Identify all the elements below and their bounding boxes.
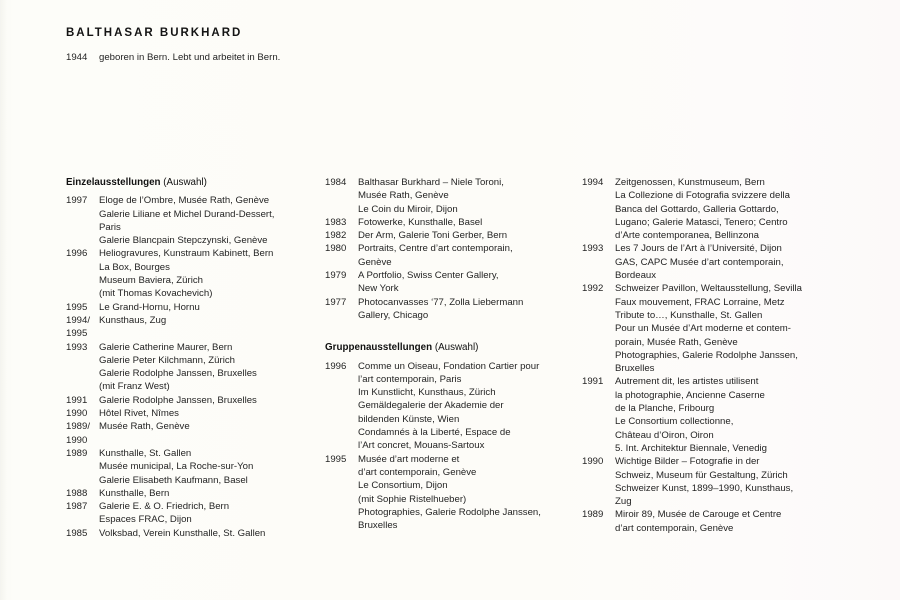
exhibition-entry xyxy=(66,394,306,407)
exhibition-entry-line: Genève xyxy=(358,256,392,268)
exhibition-entry-line: La Collezione di Fotografia svizzere della xyxy=(615,190,790,202)
exhibition-entry-line: A Portfolio, Swiss Center Gallery, xyxy=(358,270,499,282)
exhibition-entry-line: (mit Sophie Ristelhueber) xyxy=(358,493,467,505)
exhibition-entry xyxy=(325,176,565,216)
exhibition-entry-line: Le Consortium collectionne, xyxy=(615,416,734,428)
exhibition-entry-line: bildenden Künste, Wien xyxy=(358,413,460,425)
exhibition-entry-body xyxy=(615,375,850,455)
exhibition-entry xyxy=(582,455,850,508)
exhibition-entry-line: New York xyxy=(358,283,399,295)
exhibition-entry-year: 1979 xyxy=(325,270,347,282)
exhibition-entry-line: d’art contemporain, Genève xyxy=(358,466,477,478)
exhibition-entry-line: Heliogravures, Kunstraum Kabinett, Bern xyxy=(99,248,274,260)
exhibition-entry-line: Le Consortium, Dijon xyxy=(358,480,448,492)
exhibition-entry xyxy=(66,447,306,487)
exhibition-entry xyxy=(582,508,850,535)
exhibition-entry-year: 1997 xyxy=(66,195,88,207)
exhibition-entry-line: Schweiz, Museum für Gestaltung, Zürich xyxy=(615,469,788,481)
exhibition-entry xyxy=(325,216,565,229)
exhibition-entry-line: Autrement dit, les artistes utilisent xyxy=(615,376,759,388)
exhibition-entry xyxy=(66,301,306,314)
exhibition-entry xyxy=(582,282,850,375)
exhibition-entry-year: 1991 xyxy=(66,394,88,406)
exhibition-entry-line: Portraits, Centre d’art contemporain, xyxy=(358,243,513,255)
exhibition-entry-line: Fotowerke, Kunsthalle, Basel xyxy=(358,216,483,228)
exhibition-entry xyxy=(325,296,565,323)
section-heading-group-qualifier: (Auswahl) xyxy=(434,342,479,354)
column-3 xyxy=(582,176,850,535)
exhibition-entry xyxy=(325,229,565,242)
exhibition-entry-line: de la Planche, Fribourg xyxy=(615,403,715,415)
exhibition-entry-year: 1988 xyxy=(66,487,88,499)
group-exhibition-list xyxy=(325,360,565,533)
exhibition-entry-body xyxy=(99,420,306,433)
column-1 xyxy=(66,176,306,540)
biography-year: 1944 xyxy=(66,52,88,63)
exhibition-entry-line: Photographies, Galerie Rodolphe Janssen, xyxy=(615,349,798,361)
exhibition-entry-line: Im Kunstlicht, Kunsthaus, Zürich xyxy=(358,387,496,399)
exhibition-entry-year: 1994 xyxy=(582,177,604,188)
exhibition-entry-line: Eloge de l’Ombre, Musée Rath, Genève xyxy=(99,195,270,207)
exhibition-entry-body xyxy=(99,394,306,407)
exhibition-entry-line: (mit Thomas Kovachevich) xyxy=(99,288,213,300)
exhibition-entry-line: Pour un Musée d’Art moderne et contem- xyxy=(615,323,791,335)
exhibition-entry-line: Galerie Elisabeth Kaufmann, Basel xyxy=(99,474,248,486)
exhibition-entry-line: Le Coin du Miroir, Dijon xyxy=(358,203,458,215)
exhibition-entry-year: 1977 xyxy=(325,296,347,308)
exhibition-entry-line: Faux mouvement, FRAC Lorraine, Metz xyxy=(615,296,785,308)
section-heading-solo-qualifier: (Auswahl) xyxy=(163,177,207,188)
exhibition-entry-year: 1995 xyxy=(325,453,347,465)
exhibition-entry-body xyxy=(99,247,306,300)
exhibition-entry xyxy=(66,407,306,420)
exhibition-entry-line: Galerie Blancpain Stepczynski, Genève xyxy=(99,235,268,247)
exhibition-entry-body xyxy=(99,407,306,420)
exhibition-entry-line: Galerie Catherine Maurer, Bern xyxy=(99,341,233,353)
exhibition-entry xyxy=(325,453,565,533)
exhibition-entry-year: 1995 xyxy=(66,328,88,340)
exhibition-entry-line: Kunsthaus, Zug xyxy=(99,314,167,326)
exhibition-entry-line: Wichtige Bilder – Fotografie in der xyxy=(615,456,760,468)
exhibition-entry-body xyxy=(615,282,850,375)
exhibition-entry-body xyxy=(99,327,306,340)
exhibition-entry-line: Galerie Peter Kilchmann, Zürich xyxy=(99,354,235,366)
biography-text: geboren in Bern. Lebt und arbeitet in Bern. xyxy=(99,52,281,63)
exhibition-entry-year: 1983 xyxy=(325,216,347,228)
solo-exhibition-list-continued xyxy=(325,176,565,322)
exhibition-entry-line: Der Arm, Galerie Toni Gerber, Bern xyxy=(358,230,508,242)
exhibition-entry xyxy=(66,341,306,394)
exhibition-entry-body xyxy=(358,360,565,453)
exhibition-entry-year: 1995 xyxy=(66,301,88,313)
exhibition-entry-body xyxy=(358,229,565,242)
exhibition-entry-line: Château d’Oiron, Oiron xyxy=(615,429,714,441)
exhibition-entry-line: Miroir 89, Musée de Carouge et Centre xyxy=(615,509,782,521)
exhibition-entry-line: Kunsthalle, St. Gallen xyxy=(99,447,192,459)
exhibition-entry-year: 1980 xyxy=(325,243,347,255)
exhibition-entry-line: Galerie Rodolphe Janssen, Bruxelles xyxy=(99,368,257,380)
exhibition-entry-body xyxy=(615,455,850,508)
exhibition-entry xyxy=(325,269,565,296)
exhibition-entry-line: Espaces FRAC, Dijon xyxy=(99,514,192,526)
column-2 xyxy=(325,176,565,532)
page-title: BALTHASAR BURKHARD xyxy=(66,27,243,39)
exhibition-entry-line: Kunsthalle, Bern xyxy=(99,487,170,499)
exhibition-entry-line: Les 7 Jours de l’Art à l’Université, Dijon xyxy=(615,243,782,255)
masthead xyxy=(66,26,766,64)
exhibition-entry-line: Volksbad, Verein Kunsthalle, St. Gallen xyxy=(99,527,266,539)
exhibition-entry-line: d’art contemporain, Genève xyxy=(615,522,734,534)
exhibition-entry-line: Zeitgenossen, Kunstmuseum, Bern xyxy=(615,177,765,188)
exhibition-entry-year: 1992 xyxy=(582,283,604,295)
exhibition-entry xyxy=(582,375,850,455)
exhibition-entry-line xyxy=(99,434,306,447)
exhibition-entry-line: Tribute to…, Kunsthalle, St. Gallen xyxy=(615,309,763,321)
exhibition-entry-year: 1982 xyxy=(325,230,347,242)
section-heading-solo-title: Einzelausstellungen xyxy=(66,177,161,188)
exhibition-entry-year: 1989 xyxy=(66,447,88,459)
exhibition-entry xyxy=(325,360,565,453)
exhibition-entry-body xyxy=(99,500,306,527)
group-exhibition-list-continued xyxy=(582,176,850,535)
exhibition-entry-line: Lugano; Galerie Matasci, Tenero; Centro xyxy=(615,216,788,228)
exhibition-entry-line: Galerie E. & O. Friedrich, Bern xyxy=(99,501,230,513)
exhibition-entry xyxy=(66,194,306,247)
exhibition-entry xyxy=(66,247,306,300)
exhibition-entry-body xyxy=(358,269,565,296)
exhibition-entry-body xyxy=(99,487,306,500)
exhibition-entry-line xyxy=(99,327,306,340)
exhibition-entry xyxy=(66,500,306,527)
exhibition-entry-body xyxy=(615,176,850,242)
exhibition-entry-year: 1991 xyxy=(582,376,604,388)
exhibition-entry-line: la photographie, Ancienne Caserne xyxy=(615,389,765,401)
exhibition-entry-line: Musée Rath, Genève xyxy=(99,421,190,433)
exhibition-entry-body xyxy=(358,242,565,269)
exhibition-entry-line: Bruxelles xyxy=(615,363,655,375)
exhibition-entry-body xyxy=(615,242,850,282)
exhibition-entry-line: porain, Musée Rath, Genève xyxy=(615,336,738,348)
exhibition-entry-line: l’Art concret, Mouans-Sartoux xyxy=(358,440,485,452)
exhibition-entry xyxy=(66,327,306,340)
exhibition-entry-line: Bruxelles xyxy=(358,520,398,532)
exhibition-entry-line: Comme un Oiseau, Fondation Cartier pour xyxy=(358,360,540,372)
exhibition-entry-body xyxy=(358,296,565,323)
exhibition-entry-body xyxy=(99,527,306,540)
exhibition-entry-line: Musée d’art moderne et xyxy=(358,453,460,465)
exhibition-entry-line: Zug xyxy=(615,496,632,508)
exhibition-entry-year: 1994/ xyxy=(66,314,91,326)
exhibition-entry-body xyxy=(99,447,306,487)
exhibition-entry-line: Gallery, Chicago xyxy=(358,309,429,321)
exhibition-entry-line: Musée municipal, La Roche-sur-Yon xyxy=(99,461,254,473)
exhibition-entry xyxy=(325,242,565,269)
section-heading-solo xyxy=(66,176,306,189)
exhibition-entry-year: 1989/ xyxy=(66,421,91,433)
exhibition-entry-line: Hôtel Rivet, Nîmes xyxy=(99,408,179,420)
exhibition-entry-year: 1990 xyxy=(66,434,88,446)
exhibition-entry xyxy=(66,314,306,327)
exhibition-entry-body xyxy=(358,176,565,216)
exhibition-entry-body xyxy=(615,508,850,535)
exhibition-entry-body xyxy=(358,453,565,533)
exhibition-entry-year: 1993 xyxy=(582,243,604,255)
exhibition-entry-year: 1996 xyxy=(325,360,347,372)
exhibition-entry xyxy=(66,487,306,500)
exhibition-entry-line: Schweizer Pavillon, Weltausstellung, Sevilla xyxy=(615,283,802,295)
exhibition-entry-body xyxy=(99,301,306,314)
exhibition-entry xyxy=(66,420,306,433)
exhibition-entry xyxy=(582,242,850,282)
exhibition-entry-line: l’art contemporain, Paris xyxy=(358,373,462,385)
exhibition-entry-line: GAS, CAPC Musée d’art contemporain, xyxy=(615,256,784,268)
exhibition-entry-line: 5. Int. Architektur Biennale, Venedig xyxy=(615,442,768,454)
exhibition-entry-line: Photographies, Galerie Rodolphe Janssen, xyxy=(358,506,541,518)
exhibition-entry-line: Paris xyxy=(99,221,121,233)
exhibition-entry-line: Galerie Liliane et Michel Durand-Dessert, xyxy=(99,208,275,220)
exhibition-entry xyxy=(66,527,306,540)
exhibition-entry-line: Photocanvasses ‘77, Zolla Liebermann xyxy=(358,296,524,308)
exhibition-entry-body xyxy=(358,216,565,229)
exhibition-entry-line: Galerie Rodolphe Janssen, Bruxelles xyxy=(99,394,257,406)
exhibition-entry xyxy=(582,176,850,242)
exhibition-entry-line: d’Arte contemporanea, Bellinzona xyxy=(615,230,759,242)
exhibition-entry-body xyxy=(99,314,306,327)
exhibition-entry-year: 1993 xyxy=(66,341,88,353)
exhibition-entry-year: 1985 xyxy=(66,527,88,539)
exhibition-entry-line: Condamnés à la Liberté, Espace de xyxy=(358,427,511,439)
exhibition-entry-line: Bordeaux xyxy=(615,270,657,282)
exhibition-entry-line: (mit Franz West) xyxy=(99,381,170,393)
exhibition-entry-line: Gemäldegalerie der Akademie der xyxy=(358,400,504,412)
section-heading-group-title: Gruppenausstellungen xyxy=(325,342,433,354)
exhibition-entry-body xyxy=(99,194,306,247)
exhibition-entry-year: 1990 xyxy=(582,456,604,468)
exhibition-entry-line: Banca del Gottardo, Galleria Gottardo, xyxy=(615,203,779,215)
exhibition-entry-line: Musée Rath, Genève xyxy=(358,190,449,202)
exhibition-entry-body xyxy=(99,341,306,394)
exhibition-entry-line: La Box, Bourges xyxy=(99,261,170,273)
exhibition-entry xyxy=(66,434,306,447)
section-spacer xyxy=(325,322,565,341)
biography-line xyxy=(66,51,766,64)
exhibition-entry-line: Le Grand-Hornu, Hornu xyxy=(99,301,200,313)
exhibition-entry-body xyxy=(99,434,306,447)
exhibition-entry-year: 1989 xyxy=(582,509,604,521)
exhibition-entry-line: Balthasar Burkhard – Niele Toroni, xyxy=(358,177,504,188)
exhibition-entry-year: 1996 xyxy=(66,248,88,260)
section-heading-group xyxy=(325,341,565,354)
exhibition-entry-line: Museum Baviera, Zürich xyxy=(99,275,203,287)
exhibition-entry-year: 1984 xyxy=(325,177,347,188)
exhibition-entry-year: 1990 xyxy=(66,408,88,420)
solo-exhibition-list xyxy=(66,194,306,540)
exhibition-entry-line: Schweizer Kunst, 1899–1990, Kunsthaus, xyxy=(615,482,794,494)
exhibition-entry-year: 1987 xyxy=(66,501,88,513)
